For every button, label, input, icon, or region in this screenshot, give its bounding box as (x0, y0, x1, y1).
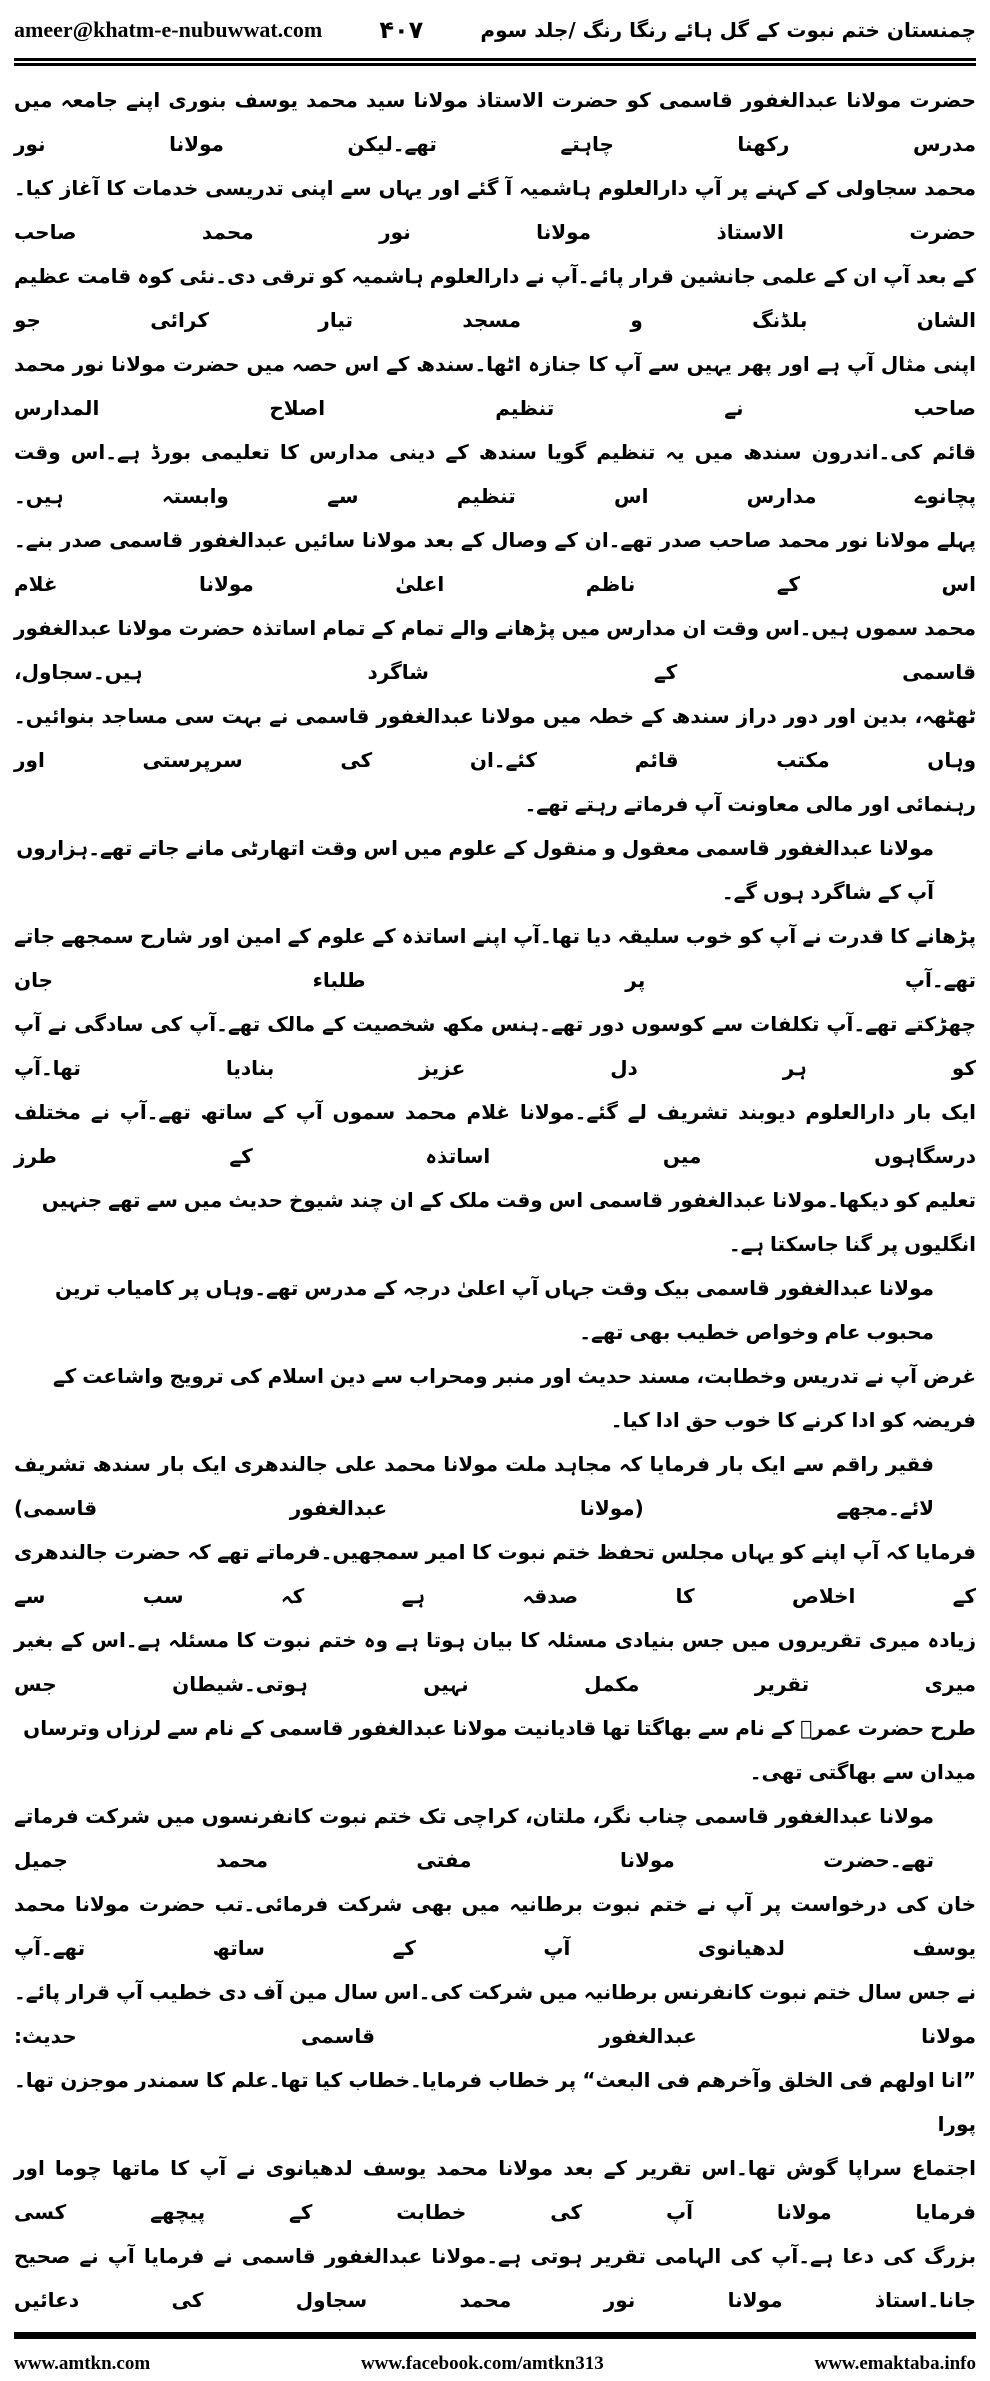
text-line: پہلے مولانا نور محمد صاحب صدر تھے۔ان کے وصال کے بعد مولانا سائیں عبدالغفور قاسمی صدر بنے۔اس کے ناظم اعلیٰ مولانا غلام (14, 528, 976, 596)
text-line: طرح حضرت عمرؓ کے نام سے بھاگتا تھا قادیانیت مولانا عبدالغفور قاسمی کے نام سے لرزاں وترساں میدان سے بھاگتی تھی۔ (23, 1716, 976, 1784)
text-line: پڑھانے کا قدرت نے آپ کو خوب سلیقہ دیا تھا۔آپ اپنے اساتذہ کے علوم کے امین اور شارح سمجھے جاتے تھے۔آپ پر طلباء جان (14, 924, 976, 992)
text-line: محمد سجاولی کے کہنے پر آپ دارالعلوم ہاشمیہ آ گئے اور یہاں سے اپنی تدریسی خدمات کا آغاز کیا۔حضرت الاستاذ مولانا نور محمد صاحب (14, 176, 976, 244)
text-line: اجتماع سراپا گوش تھا۔اس تقریر کے بعد مولانا محمد یوسف لدھیانوی نے آپ کا ماتھا چوما اور فرمایا مولانا آپ کی خطابت کے پیچھے کسی (14, 2156, 976, 2224)
page-header (14, 8, 976, 52)
text-line: فرمایا کہ آپ اپنے کو یہاں مجلس تحفظ ختم نبوت کا امیر سمجھیں۔فرماتے تھے کہ حضرت جالندھری کے اخلاص کا صدقہ ہے کہ سب سے (14, 1540, 976, 1608)
text-line: کے بعد آپ ان کے علمی جانشین قرار پائے۔آپ نے دارالعلوم ہاشمیہ کو ترقی دی۔نئی کوہ قامت عظیم الشان بلڈنگ و مسجد تیار کرائی جو (14, 264, 976, 332)
text-line: ”انا اولھم فی الخلق وآخرھم فی البعث“ پر خطاب فرمایا۔خطاب کیا تھا۔علم کا سمندر موجزن تھا۔پورا (14, 2068, 976, 2136)
text-line: خان کی درخواست پر آپ نے ختم نبوت برطانیہ میں بھی شرکت فرمائی۔تب حضرت مولانا محمد یوسف لدھیانوی آپ کے ساتھ تھے۔آپ (14, 1892, 976, 1960)
text-line: ٹھٹھہ، بدین اور دور دراز سندھ کے خطہ میں مولانا عبدالغفور قاسمی نے بہت سی مساجد بنوائیں۔وہاں مکتب قائم کئے۔ان کی سرپرستی اور (14, 704, 976, 772)
page-number: ۴۰۷ (379, 16, 424, 44)
text-line: غرض آپ نے تدریس وخطابت، مسند حدیث اور منبر ومحراب سے دین اسلام کی ترویج واشاعت کے فریضہ کو ادا کرنے کا خوب حق ادا کیا۔ (52, 1364, 976, 1432)
text-line: مولانا عبدالغفور قاسمی بیک وقت جہاں آپ اعلیٰ درجہ کے مدرس تھے۔وہاں پر کامیاب ترین محبوب عام وخواص خطیب بھی تھے۔ (54, 1276, 934, 1344)
text-line: حضرت مولانا عبدالغفور قاسمی کو حضرت الاستاذ مولانا سید محمد یوسف بنوری اپنے جامعہ میں مدرس رکھنا چاہتے تھے۔لیکن مولانا نور (14, 88, 976, 156)
text-line: اپنی مثال آپ ہے اور پھر یہیں سے آپ کا جنازہ اٹھا۔سندھ کے اس حصہ میں حضرت مولانا نور محمد صاحب نے تنظیم اصلاح المدارس (14, 352, 976, 420)
spacer (14, 2322, 976, 2332)
footer-link-facebook[interactable]: www.facebook.com/amtkn313 (360, 2353, 604, 2374)
text-line: مولانا عبدالغفور قاسمی معقول و منقول کے علوم میں اس وقت اتھارٹی مانے جاتے تھے۔ہزاروں آپ کے شاگرد ہوں گے۔ (16, 836, 934, 904)
footer-divider (14, 2332, 976, 2339)
text-line: تعلیم کو دیکھا۔مولانا عبدالغفور قاسمی اس وقت ملک کے ان چند شیوخ حدیث میں سے تھے جنہیں انگلیوں پر گنا جاسکتا ہے۔ (41, 1188, 976, 1256)
text-line: بزرگ کی دعا ہے۔آپ کی الہامی تقریر ہوتی ہے۔مولانا عبدالغفور قاسمی نے فرمایا آپ نے صحیح جانا۔استاذ مولانا نور محمد سجاول کی دعائیں (14, 2244, 976, 2312)
footer-link-emaktaba[interactable]: www.emaktaba.info (814, 2353, 976, 2374)
header-email: ameer@khatm-e-nubuwwat.com (14, 17, 323, 42)
book-title: چمنستان ختم نبوت کے گل ہائے رنگا رنگ /جلد سوم (480, 18, 976, 42)
page-footer (14, 2353, 976, 2375)
text-line: ایک بار دارالعلوم دیوبند تشریف لے گئے۔مولانا غلام محمد سموں آپ کے ساتھ تھے۔آپ نے مختلف درسگاہوں میں اساتذہ کے طرز (14, 1100, 976, 1168)
text-line: فقیر راقم سے ایک بار فرمایا کہ مجاہد ملت مولانا محمد علی جالندھری ایک بار سندھ تشریف لائے۔مجھے (مولانا عبدالغفور قاسمی) (14, 1452, 934, 1520)
text-line: نے جس سال ختم نبوت کانفرنس برطانیہ میں شرکت کی۔اس سال مین آف دی خطیب آپ قرار پائے۔مولانا عبدالغفور قاسمی حدیث: (14, 1980, 976, 2048)
header-divider (14, 58, 976, 66)
text-line: قائم کی۔اندرون سندھ میں یہ تنظیم گویا سندھ کے دینی مدارس کا تعلیمی بورڈ ہے۔اس وقت پچانوے مدارس اس تنظیم سے وابستہ ہیں۔ (14, 440, 976, 508)
footer-link-amtkn[interactable]: www.amtkn.com (14, 2353, 151, 2374)
text-line: مولانا عبدالغفور قاسمی چناب نگر، ملتان، کراچی تک ختم نبوت کانفرنسوں میں شرکت فرماتے تھے۔حضرت مولانا مفتی محمد جمیل (14, 1804, 934, 1872)
text-line: رہنمائی اور مالی معاونت آپ فرماتے رہتے تھے۔ (524, 792, 976, 816)
text-line: زیادہ میری تقریروں میں جس بنیادی مسئلہ کا بیان ہوتا ہے وہ ختم نبوت کا مسئلہ ہے۔اس کے بغیر میری تقریر مکمل نہیں ہوتی۔شیطان جس (14, 1628, 976, 1696)
page-body (14, 78, 976, 2322)
text-line: چھڑکتے تھے۔آپ تکلفات سے کوسوں دور تھے۔ہنس مکھ شخصیت کے مالک تھے۔آپ کی سادگی نے آپ کو ہر دل عزیز بنادیا تھا۔آپ (14, 1012, 976, 1080)
text-line: محمد سموں ہیں۔اس وقت ان مدارس میں پڑھانے والے تمام کے تمام اساتذہ حضرت مولانا عبدالغفور قاسمی کے شاگرد ہیں۔سجاول، (14, 616, 976, 684)
